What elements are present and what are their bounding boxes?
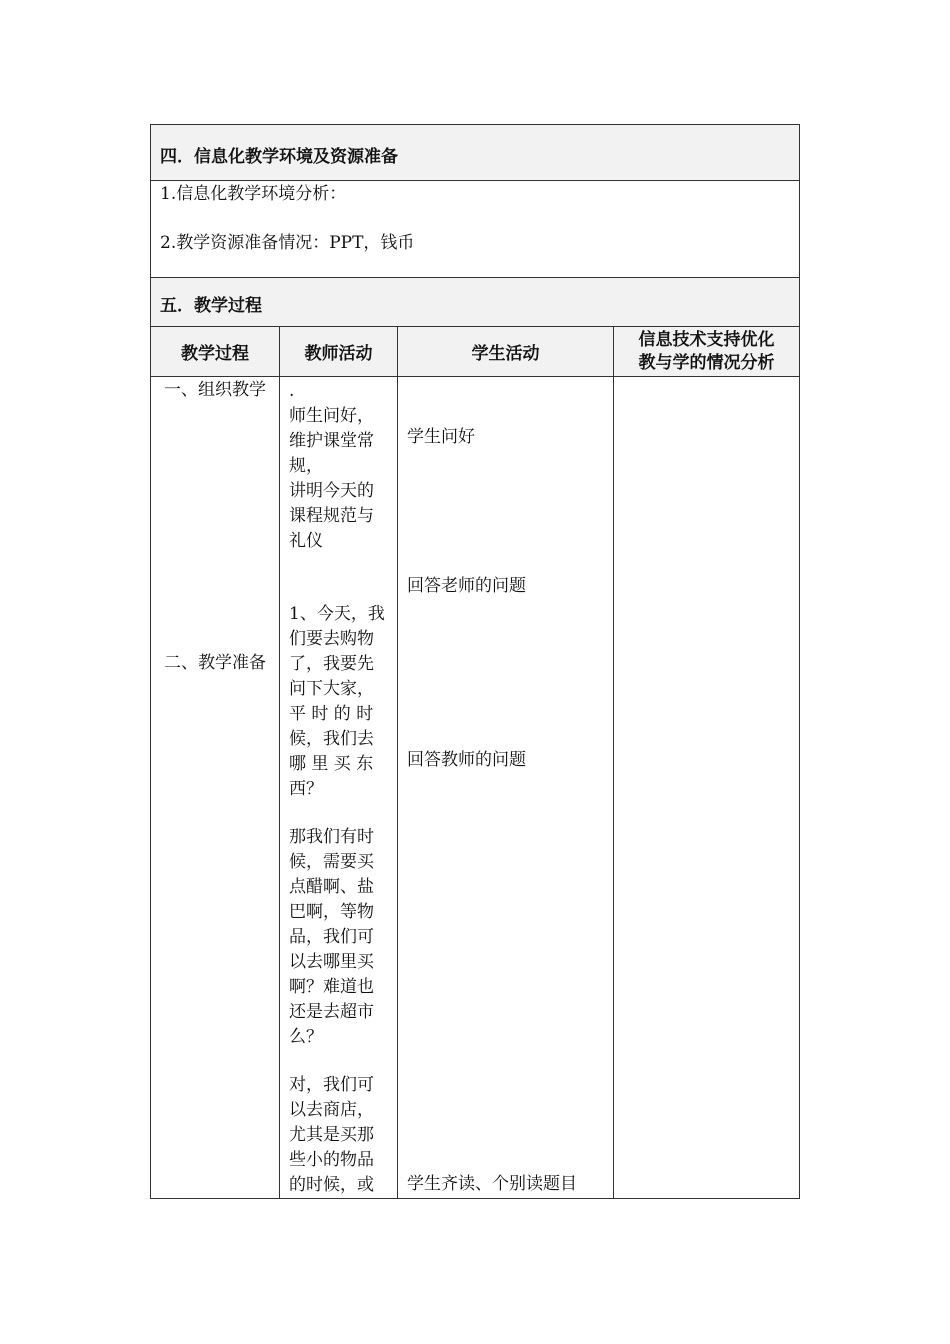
col-header-teacher — [279, 326, 398, 377]
col-header-process — [150, 326, 280, 377]
process-step-organize: 一、组织教学 — [164, 380, 266, 400]
section4-title: 四．信息化教学环境及资源准备 — [160, 147, 398, 167]
section4-header — [150, 124, 800, 181]
section4-body — [150, 180, 800, 278]
section5-header — [150, 277, 800, 327]
lesson-plan-table — [150, 124, 800, 1199]
col-header-analysis-label: 信息技术支持优化 教与学的情况分析 — [638, 329, 775, 373]
col-header-student-label: 学生活动 — [471, 344, 540, 364]
cell-process — [150, 376, 280, 1199]
col-header-analysis — [613, 326, 800, 377]
env-analysis-line: 1.信息化教学环境分析： — [160, 184, 347, 204]
col-header-student — [397, 326, 614, 377]
cell-teacher — [279, 376, 398, 1199]
cell-analysis — [613, 376, 800, 1199]
col-header-process-label: 教学过程 — [181, 344, 249, 364]
teacher-activity-4: 对，我们可 以去商店， 尤其是买那 些小的物品 的时候，或 — [289, 1075, 374, 1195]
process-step-prepare: 二、教学准备 — [164, 653, 266, 673]
teacher-activity-1: . 师生问好， 维护课堂常 规， 讲明今天的 课程规范与 礼仪 — [289, 381, 374, 551]
resource-prep-line: 2.教学资源准备情况：PPT，钱币 — [160, 233, 415, 253]
section5-title: 五．教学过程 — [160, 296, 262, 316]
student-activity-1: 学生问好 — [407, 427, 475, 447]
teacher-activity-3: 那我们有时 候，需要买 点醋啊、盐 巴啊，等物 品，我们可 以去哪里买 啊？难道也 还是去超市 么？ — [289, 827, 374, 1047]
col-header-teacher-label: 教师活动 — [304, 344, 373, 364]
cell-student — [397, 376, 614, 1199]
student-activity-3: 回答教师的问题 — [407, 750, 526, 770]
student-activity-4: 学生齐读、个别读题目 — [407, 1174, 577, 1194]
teacher-activity-2: 1、今天，我 们要去购物 了，我要先 问下大家， 平 时 的 时 候，我们去 哪 里 买 东 西？ — [289, 604, 385, 799]
student-activity-2: 回答老师的问题 — [407, 576, 526, 596]
